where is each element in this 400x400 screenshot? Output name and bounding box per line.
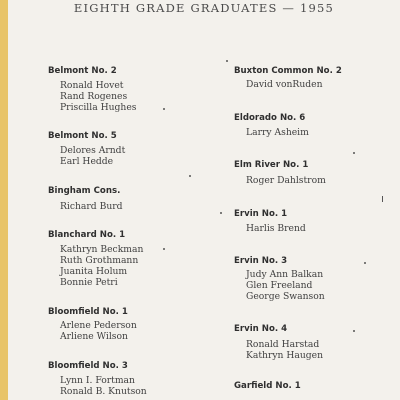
school-heading: Belmont No. 5 xyxy=(48,131,117,141)
graduate-name: George Swanson xyxy=(246,291,325,302)
graduate-list xyxy=(246,175,326,186)
paper-speck xyxy=(163,248,165,250)
graduate-list xyxy=(60,145,125,167)
graduate-list xyxy=(246,223,306,234)
school-heading: Ervin No. 4 xyxy=(234,324,288,334)
graduate-list xyxy=(60,80,136,113)
school-heading: Elm River No. 1 xyxy=(234,160,309,170)
school-heading: Bloomfield No. 3 xyxy=(48,361,128,371)
graduate-name: Bonnie Petri xyxy=(60,277,118,288)
school-heading: Garfield No. 1 xyxy=(234,381,301,391)
graduate-list xyxy=(60,375,147,397)
graduate-name: Kathryn Haugen xyxy=(246,350,324,361)
paper-speck xyxy=(189,175,191,177)
school-heading: Belmont No. 2 xyxy=(48,66,117,76)
school-heading: Blanchard No. 1 xyxy=(48,230,126,240)
graduate-name: Glen Freeland xyxy=(246,280,313,291)
graduate-list xyxy=(246,339,323,361)
paper-speck xyxy=(353,152,355,154)
school-heading: Ervin No. 1 xyxy=(234,209,288,219)
school-heading: Bingham Cons. xyxy=(48,186,121,196)
school-heading: Buxton Common No. 2 xyxy=(234,66,342,76)
school-heading: Bloomfield No. 1 xyxy=(48,307,128,317)
graduate-name: Earl Hedde xyxy=(60,156,114,167)
paper-speck xyxy=(382,196,383,202)
graduate-name: Richard Burd xyxy=(60,201,123,212)
graduate-name: Priscilla Hughes xyxy=(60,102,137,113)
paper-speck xyxy=(353,330,355,332)
school-heading: Eldorado No. 6 xyxy=(234,113,306,123)
graduate-name: Arliene Wilson xyxy=(60,331,128,342)
graduate-name: Ronald Harstad xyxy=(246,339,320,350)
paper-speck xyxy=(220,212,222,214)
graduate-list xyxy=(60,320,137,342)
graduate-name: Ruth Grothmann xyxy=(60,255,139,266)
graduate-list xyxy=(246,79,322,90)
paper-speck xyxy=(364,262,366,264)
graduate-list xyxy=(60,201,123,212)
graduate-name: Arlene Pederson xyxy=(60,320,137,331)
graduate-name: Ronald B. Knutson xyxy=(60,386,147,397)
graduate-name: Harlis Brend xyxy=(246,223,306,234)
graduate-name: David vonRuden xyxy=(246,79,323,90)
graduate-name: Kathryn Beckman xyxy=(60,244,144,255)
graduate-list xyxy=(60,244,143,288)
graduate-name: Rand Rogenes xyxy=(60,91,128,102)
page-title: EIGHTH GRADE GRADUATES — 1955 xyxy=(73,1,335,15)
graduate-name: Larry Asheim xyxy=(246,127,309,138)
graduate-name: Juanita Holum xyxy=(60,266,128,277)
paper-speck xyxy=(226,60,228,62)
graduate-list xyxy=(246,269,325,302)
graduate-name: Judy Ann Balkan xyxy=(246,269,324,280)
graduate-list xyxy=(246,127,309,138)
graduate-name: Roger Dahlstrom xyxy=(246,175,326,186)
graduate-name: Lynn I. Fortman xyxy=(60,375,135,386)
school-heading: Ervin No. 3 xyxy=(234,256,288,266)
paper-speck xyxy=(163,108,165,110)
graduate-name: Ronald Hovet xyxy=(60,80,124,91)
graduate-name: Delores Arndt xyxy=(60,145,126,156)
document-page xyxy=(8,0,400,400)
